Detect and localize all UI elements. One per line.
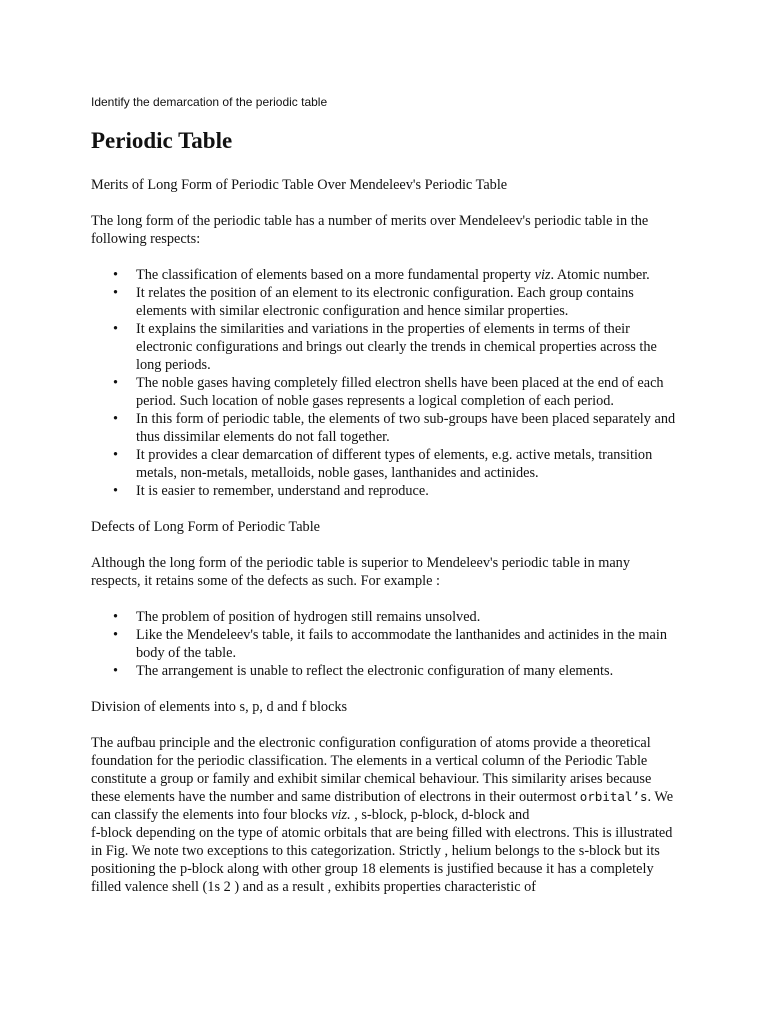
defects-intro: Although the long form of the periodic table is superior to Mendeleev's periodic table in many respects, it retains some of the defects as such. For example : — [91, 555, 630, 589]
list-item: • The problem of position of hydrogen still remains unsolved. — [91, 608, 681, 626]
list-item: • It provides a clear demarcation of different types of elements, e.g. active metals, transition metals, non-metals, metalloids, noble gases, lanthanides and actinides. — [91, 446, 681, 482]
paragraph-emphasis: viz. — [331, 807, 351, 823]
list-item-emphasis: viz — [534, 267, 551, 283]
page-title: Periodic Table — [91, 128, 233, 153]
list-item: • It is easier to remember, understand and reproduce. — [91, 482, 681, 500]
merits-heading: Merits of Long Form of Periodic Table Over Mendeleev's Periodic Table — [91, 177, 508, 193]
paragraph-text: , s-block, p-block, d-block and — [350, 807, 530, 823]
list-item — [91, 266, 681, 284]
list-item: • Like the Mendeleev's table, it fails to accommodate the lanthanides and actinides in the main body of the table. — [91, 626, 681, 662]
merits-list — [91, 266, 681, 500]
paragraph-text: The aufbau principle and the electronic configuration configuration of atoms provide a theoretical foundation for the periodic classification. The elements in a vertical column of the Periodic Table constitute a group or family and exhibit similar chemical behaviour. This similarity arises because these elements have the number and same distribution of electrons in their outermost — [91, 735, 652, 805]
list-item: • The noble gases having completely filled electron shells have been placed at the end of each period. Such location of noble gases represents a logical completion of each period. — [91, 374, 681, 410]
list-item: • The arrangement is unable to reflect the electronic configuration of many elements. — [91, 662, 681, 680]
defects-list — [91, 608, 681, 680]
paragraph-term: orbital’s — [579, 789, 648, 804]
paragraph-text: . We can classify the elements into four blocks — [91, 789, 674, 823]
division-paragraph-continued: f-block depending on the type of atomic orbitals that are being filled with electrons. This is illustrated in Fig. We note two exceptions to this categorization. Strictly , helium belongs to the s-block but its positioning the p-block along with other group 18 elements is justified because it has a completely filled valence shell (1s 2 ) and as a result , exhibits properties characteristic of — [91, 825, 673, 895]
document-body — [91, 176, 681, 896]
document-subject: Identify the demarcation of the periodic table — [91, 95, 328, 109]
division-heading: Division of elements into s, p, d and f blocks — [91, 699, 348, 715]
list-item-text: The classification of elements based on a more fundamental property — [136, 267, 535, 283]
merits-intro: The long form of the periodic table has a number of merits over Mendeleev's periodic table in the following respects: — [91, 213, 649, 247]
list-item: • It relates the position of an element to its electronic configuration. Each group contains elements with similar electronic configuration and hence similar properties. — [91, 284, 681, 320]
list-item: • It explains the similarities and variations in the properties of elements in terms of their electronic configurations and brings out clearly the trends in chemical properties across the long periods. — [91, 320, 681, 374]
list-item-text: . Atomic number. — [550, 267, 650, 283]
list-item: • In this form of periodic table, the elements of two sub-groups have been placed separately and thus dissimilar elements do not fall together. — [91, 410, 681, 446]
defects-heading: Defects of Long Form of Periodic Table — [91, 519, 321, 535]
division-paragraph — [91, 734, 681, 824]
